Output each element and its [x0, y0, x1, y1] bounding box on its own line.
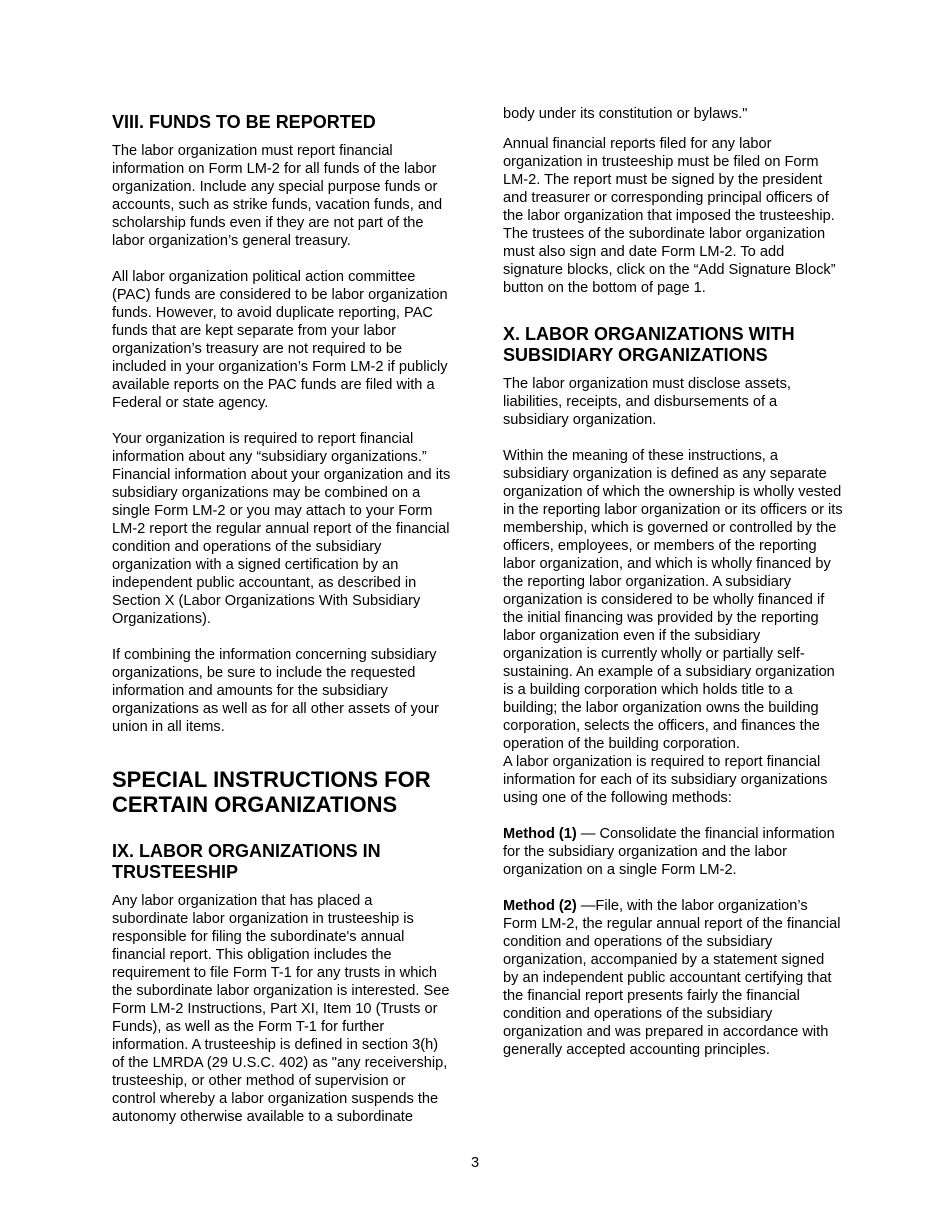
- section-viii-paragraph-4: If combining the information concerning subsidiary organizations, be sure to include the requested information and amounts for the subsidiary organizations as well as for all other assets of your union in all items.: [112, 647, 439, 735]
- section-ix-title: IX. LABOR ORGANIZATIONS IN TRUSTEESHIP: [112, 841, 381, 882]
- section-x-title: X. LABOR ORGANIZATIONS WITH SUBSIDIARY ORGANIZATIONS: [503, 324, 795, 365]
- page-number: 3: [470, 1155, 480, 1171]
- method-1-text: — Consolidate the financial information for the subsidiary organization and the labor organization on a single Form LM-2.: [503, 826, 835, 878]
- section-viii-paragraph-2: All labor organization political action committee (PAC) funds are considered to be labor organization funds. However, to avoid duplicate reporting, PAC funds that are kept separate from your labor organization’s treasury are not required to be included in your organization’s Form LM-2 if publicly available reports on the PAC funds are filed with a Federal or state agency.: [112, 269, 448, 411]
- method-1-label: Method (1): [503, 826, 577, 842]
- method-2-paragraph: [503, 897, 843, 1059]
- section-ix-continuation: body under its constitution or bylaws.": [503, 106, 748, 122]
- method-2-label: Method (2): [503, 898, 577, 914]
- special-instructions-title: SPECIAL INSTRUCTIONS FOR CERTAIN ORGANIZATIONS: [112, 767, 431, 817]
- section-viii-title: VIII. FUNDS TO BE REPORTED: [112, 112, 376, 132]
- right-column: [503, 105, 843, 1059]
- left-column: [112, 112, 452, 1126]
- section-ix-paragraph-1: Any labor organization that has placed a subordinate labor organization in trusteeship is responsible for filing the subordinate's annual financial report. This obligation includes the requirement to file Form T-1 for any trusts in which the subordinate labor organization is interested. See Form LM-2 Instructions, Part XI, Item 10 (Trusts or Funds), as well as the Form T-1 for further information. A trusteeship is defined in section 3(h) of the LMRDA (29 U.S.C. 402) as "any receivership, trusteeship, or other method of supervision or control whereby a labor organization suspends the autonomy otherwise available to a subordinate: [112, 893, 450, 1125]
- section-viii-paragraph-3: Your organization is required to report financial information about any “subsidiary organizations.” Financial information about your organization and its subsidiary organizations may be combined on a single Form LM-2 or you may attach to your Form LM-2 report the regular annual report of the financial condition and operations of the subsidiary organization with a signed certification by an independent public accountant, as described in Section X (Labor Organizations With Subsidiary Organizations).: [112, 431, 451, 627]
- section-x-paragraph-1: The labor organization must disclose assets, liabilities, receipts, and disbursements of a subsidiary organization.: [503, 376, 791, 428]
- section-viii-paragraph-1: The labor organization must report financial information on Form LM-2 for all funds of the labor organization. Include any special purpose funds or accounts, such as strike funds, vacation funds, and scholarship funds even if they are not part of the labor organization’s general treasury.: [112, 143, 443, 249]
- section-ix-paragraph-2: Annual financial reports filed for any labor organization in trusteeship must be filed on Form LM-2. The report must be signed by the president and treasurer or corresponding principal officers of the labor organization that imposed the trusteeship. The trustees of the subordinate labor organization must also sign and date Form LM-2. To add signature blocks, click on the “Add Signature Block” button on the bottom of page 1.: [503, 136, 836, 296]
- method-1-paragraph: [503, 825, 843, 879]
- section-x-paragraph-3: A labor organization is required to report financial information for each of its subsidiary organizations using one of the following methods:: [503, 754, 828, 806]
- section-x-paragraph-2: Within the meaning of these instructions, a subsidiary organization is defined as any separate organization of which the ownership is wholly vested in the reporting labor organization or its officers or its membership, which is governed or controlled by the officers, employees, or members of the reporting labor organization, and which is wholly financed by the reporting labor organization. A subsidiary organization is considered to be wholly financed if the initial financing was provided by the reporting labor organization even if the subsidiary organization is currently wholly or partially self-sustaining. An example of a subsidiary organization is a building corporation which holds title to a building; the labor organization owns the building corporation, selects the officers, and finances the operation of the building corporation.: [503, 448, 843, 752]
- method-2-text: —File, with the labor organization’s Form LM-2, the regular annual report of the financial condition and operations of the subsidiary organization, accompanied by a statement signed by an independent public accountant certifying that the financial report presents fairly the financial condition and operations of the subsidiary organization and was prepared in accordance with generally accepted accounting principles.: [503, 898, 841, 1058]
